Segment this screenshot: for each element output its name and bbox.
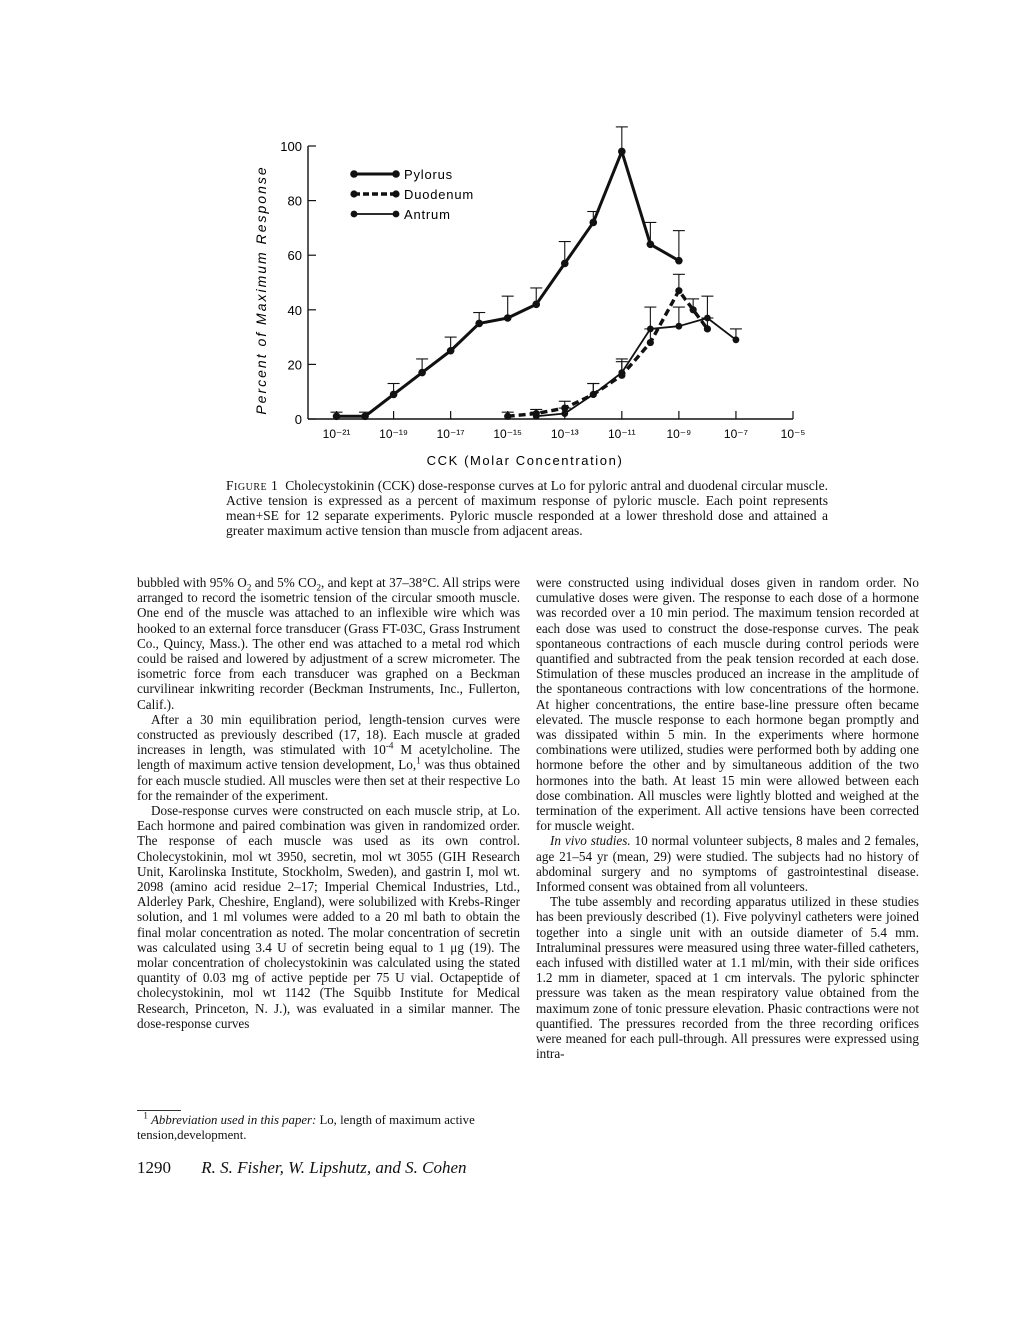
point-antrum-1 [561,410,568,417]
point-antrum-2 [590,391,597,398]
point-pylorus-12 [675,257,683,265]
running-authors: R. S. Fisher, W. Lipshutz, and S. Cohen [201,1158,467,1177]
x-tick-label-0: 10⁻²¹ [322,427,351,441]
point-antrum-5 [675,323,682,330]
page-number: 1290 [137,1158,171,1177]
legend-marker-right-duodenum [392,190,399,197]
figure-caption [226,478,828,538]
legend-marker-left-duodenum [350,190,357,197]
legend-label-antrum: Antrum [404,207,451,222]
legend-marker-left-antrum [351,211,358,218]
legend-marker-left-pylorus [350,170,358,178]
x-tick-label-8: 10⁻⁵ [780,427,806,441]
point-antrum-3 [618,369,625,376]
y-axis-ticks [280,139,316,427]
point-duodenum-7 [690,306,697,313]
point-duodenum-0 [504,413,511,420]
figure-label: Figure 1 [226,478,279,493]
y-tick-label-20: 20 [287,357,302,373]
point-pylorus-3 [418,369,426,377]
point-pylorus-6 [504,314,512,322]
x-axis-label: CCK (Molar Concentration) [426,453,624,468]
right-column [536,575,919,1062]
figure-1 [240,110,820,480]
series-pylorus [331,127,685,420]
point-antrum-7 [733,336,740,343]
point-pylorus-5 [475,320,483,328]
dose-response-chart [240,110,820,480]
left-paragraph-2: After a 30 min equilibration period, length-tension curves were constructed as previously described (17, 18). Each muscle at graded increases in length, was stimulated with $10^{-4}$ M acetylcholine. The length of maximum active tension development, Lo,$^1$ was thus obtained for each muscle studied. All muscles were then set at their respective Lo for the remainder of the experiment. [137,711,521,803]
legend-label-duodenum: Duodenum [404,187,474,202]
x-tick-label-5: 10⁻¹¹ [607,427,636,441]
y-tick-label-0: 0 [294,412,302,427]
point-pylorus-4 [447,347,455,355]
right-paragraph-1: were constructed using individual doses given in random order. No cumulative doses were given. The response to each dose of a hormone was recorded over a 10 min period. The maximum tension recorded at each dose was used to construct the dose-response curves. The peak spontaneous contractions of each muscle during control periods were quantified and subtracted from the peak tension recorded at each dose. Stimulation of these muscles produced an increase in the amplitude of the spontaneous contractions with low concentrations of the hormone. At higher concentrations, the entire base-line pressure often became elevated. The muscle response to each hormone began promptly and was dissipated within 5 min. In the experiments where hormone combinations were utilized, studies were performed both by adding one hormone before the other and by simultaneous addition of the two hormones into the bath. At least 15 min were allowed between each dose combination. All muscles were lightly blotted and weighed at the termination of the experiment. All active tensions have been corrected for muscle weight. [536,575,919,834]
footnote-label: Abbreviation used in this paper: [151,1113,317,1127]
legend-marker-right-antrum [393,211,400,218]
footnote: $^1$ Abbreviation used in this paper: Lo, length of maximum active tension,development. [137,1110,475,1142]
y-axis-label: Percent of Maximum Response [253,165,269,415]
y-tick-label-60: 60 [287,248,302,264]
series-layer [331,127,742,420]
y-tick-label-80: 80 [287,193,302,209]
chart-legend [350,167,474,222]
legend-marker-right-pylorus [392,170,400,178]
point-pylorus-11 [647,240,655,248]
y-tick-label-40: 40 [287,302,302,318]
x-tick-label-3: 10⁻¹⁵ [493,427,523,441]
left-paragraph-1: bubbled with 95% $O_2$ and 5% $CO_2$, and kept at 37–38°C. All strips were arranged to record the isometric tension of the circular smooth muscle. One end of the muscle was attached to an inflexible wire which was hooked to an external force transducer (Grass FT-03C, Grass Instrument Co., Quincy, Mass.). The other end was attached to a metal rod which could be raised and lowered by adjustment of a screw micrometer. The isometric force from each transducer was graphed on a Beckman curvilinear inkwriting recorder (Beckman Instruments, Inc., Fullerton, Calif.). [137,575,520,712]
left-paragraph-3: Dose-response curves were constructed on each muscle strip, at Lo. Each hormone and paired combination was given in randomized order. The response of each muscle was used as its own control. Cholecystokinin, mol wt 3950, secretin, mol wt 3055 (GIH Research Unit, Karolinska Institute, Stockholm, Sweden), and gastrin I, mol wt. 2098 (amino acid residue 2–17; Imperial Chemical Industries, Ltd., Alderley Park, Cheshire, England), were solubilized with Krebs-Ringer solution, and 1 ml volumes were added to a 20 ml bath to obtain the final molar concentration as noted. The molar concentration of secretin was calculated using 3.4 U of secretin being equal to 1 μg (19). The molar concentration of cholecystokinin was calculated using the stated quantity of 0.03 mg of active peptide per 75 U vial. Octapeptide of cholecystokinin, mol wt 1142 (The Squibb Institute for Medical Research, Princeton, N. J.), was evaluated in a similar manner. The dose-response curves [137,803,520,1031]
point-antrum-4 [647,326,654,333]
point-duodenum-5 [647,339,654,346]
point-pylorus-0 [333,412,341,420]
section-heading-in-vivo: In vivo studies. [550,833,631,849]
right-paragraph-2: In vivo studies. 10 normal volunteer subjects, 8 males and 2 females, age 21–54 yr (mean, 29) were studied. The subjects had no history of abdominal surgery and no symptoms of gastrointestinal disease. Informed consent was obtained from all volunteers. [536,833,919,895]
point-pylorus-9 [589,219,597,227]
point-pylorus-2 [390,391,398,399]
page-footer [137,1158,467,1178]
legend-label-pylorus: Pylorus [404,167,453,182]
x-tick-label-1: 10⁻¹⁹ [379,427,409,441]
point-antrum-6 [704,315,711,322]
footnote-text: Lo, length of maximum active tension,development. [137,1113,475,1142]
point-duodenum-6 [675,287,682,294]
point-pylorus-1 [361,412,369,420]
x-tick-label-7: 10⁻⁷ [723,427,748,441]
x-tick-label-4: 10⁻¹³ [550,427,579,441]
point-pylorus-8 [561,260,569,268]
line-duodenum [508,291,708,417]
x-tick-label-2: 10⁻¹⁷ [436,427,465,441]
point-duodenum-8 [704,325,711,332]
y-tick-label-100: 100 [280,139,302,154]
caption-text: Cholecystokinin (CCK) dose-response curves at Lo for pyloric antral and duodenal circular muscle. Active tension is expressed as a percent of maximum response of pyloric muscle. Each point represents mean+SE for 12 separate experiments. Pyloric muscle responded at a lower threshold dose and attained a greater maximum active tension than muscle from adjacent areas. [226,478,828,538]
x-tick-label-6: 10⁻⁹ [666,427,692,441]
series-duodenum [502,274,714,420]
point-pylorus-10 [618,148,626,156]
point-pylorus-7 [532,301,540,309]
line-pylorus [337,151,679,416]
point-antrum-0 [533,413,540,420]
right-paragraph-3: The tube assembly and recording apparatus utilized in these studies has been previously described (1). Five polyvinyl catheters were joined together into a single unit with an outside diameter of 5.4 mm. Intraluminal pressures were measured using three water-filled catheters, each infused with distilled water at 1.1 ml/min, with their side orifices 1.2 mm in diameter, spaced at 1 cm intervals. The pyloric sphincter pressure was taken as the mean respiratory value obtained from the maximum zone of tonic pressure elevation. Phasic contractions were not quantified. The pressures recorded from the three recording orifices were meaned for each pull-through. All pressures were expressed using intra- [536,894,919,1062]
left-column [137,575,520,1031]
